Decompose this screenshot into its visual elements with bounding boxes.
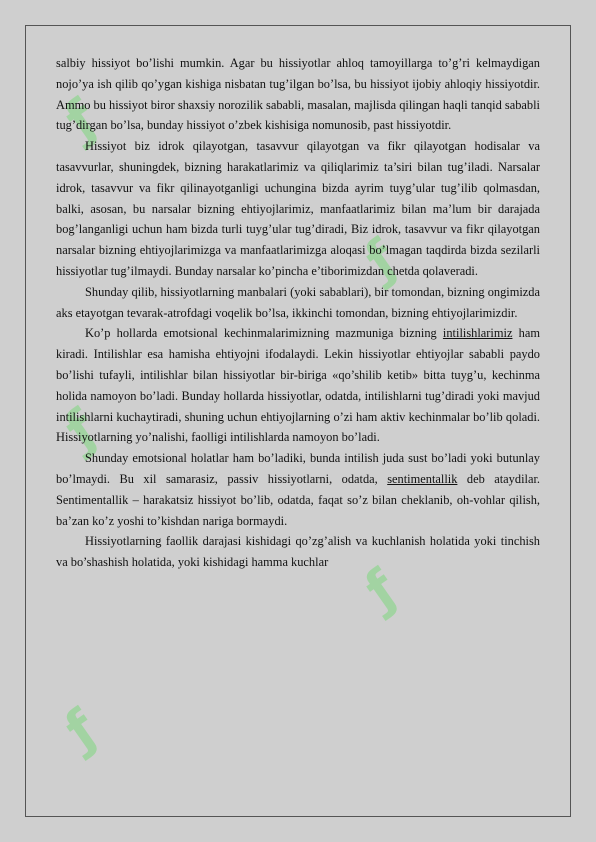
watermark-logo: ƒ [354,228,408,292]
watermark-logo: ƒ [54,88,108,152]
document-body [56,53,540,573]
paragraph [56,136,540,282]
watermark-logo: ƒ [54,398,108,462]
paragraph [56,323,540,448]
paragraph [56,53,540,136]
paragraph [56,282,540,324]
paragraph-text: ham kiradi. Intilishlar esa hamisha ehtiyojni ifodalaydi. Lekin hissiyotlar ehtiyojlar sababli paydo bo’lishi tufayli, intilishlar bilan hissiyotlar bir-biriga «qo’shilib ketib» bitta tuyg’u, kechinma holida namoyon bo’ladi. Bunday hollarda hissiyotlar, odatda, intilishlarni tug’diradi yoki mavjud intilishlarni kuchaytiradi, shuning uchun ehtiyojlarning o’zi ham aktiv kechinmalar bo’lib qoladi. Hissiyotlarning yo’nalishi, faolligi intilishlarda namoyon bo’ladi. [56,326,540,445]
paragraph-text: Shunday emotsional holatlar ham bo’ladiki, bunda intilish juda sust bo’ladi yoki butunlay bo’lmaydi. Bu xil samarasiz, passiv hissiyotlarni, odatda, [56,451,540,486]
paragraph-text: salbiy hissiyot bo’lishi mumkin. Agar bu hissiyotlar ahloq tamoyillarga to’g’ri kelmaydigan nojo’ya ish qilib qo’ygan kishiga nisbatan tug’ilgan bo’lsa, bu hissiyot ijobiy ahloqiy hissiyotdir. Ammo bu hissiyot biror shaxsiy norozilik sababli, masalan, majlisda qilingan haqli tanqid sababli tug’dirgan bo’lsa, bunday hissiyot o’zbek kishisiga nomunosib, past hissiyotdir. [56,56,540,133]
watermark-logo: ƒ [54,698,108,762]
paragraph-text: deb ataydilar. Sentimentallik – harakatsiz hissiyot bo’lib, odatda, faqat so’z bilan cheklanib, oh-vohlar qilish, ba’zan ko’z yoshi to’kishdan nariga bormaydi. [56,471,540,528]
paragraph-text: Hissiyot biz idrok qilayotgan, tasavvur qilayotgan va fikr qilayotgan hodisalar va tasavvurlar, shuningdek, bizning harakatlarimiz va qiliqlarimiz ta’siri bilan tug’iladi. Narsalar idrok, tasavvur va fikr qilinayotganligi uchungina bizda ayrim tuyg’ular tug’ilib qolmasdan, balki, asosan, bu narsalar bizning ehtiyojlarimiz, manfaatlarimiz bilan ma’lum bir darajada bog’langanligi uchun ham bizda turli tuyg’ular tug’diradi, Biz idrok, tasavvur va fikr qilayotgan narsalar bizning ehtiyojlarimizga va manfaatlarimizga aloqasi bo’lmagan taqdirda bizda sezilarli hissiyotlar tug’ilmaydi. Bunday narsalar ko’pincha e’tiborimizdan chetda qolaveradi. [56,139,540,278]
paragraph-text: Shunday qilib, hissiyotlarning manbalari (yoki sabablari), bir tomondan, bizning ongimizda aks etayotgan tevarak-atrofdagi voqelik bo’lsa, ikkinchi tomondan, bizning ehtiyojlarimizdir. [56,284,540,320]
paragraph [56,531,540,573]
paragraph [56,448,540,531]
paragraph-text: Ko’p hollarda emotsional kechinmalarimizning mazmuniga bizning [85,326,443,341]
watermark-logo: ƒ [354,558,408,622]
paragraph-text: Hissiyotlarning faollik darajasi kishidagi qo’zg’alish va kuchlanish holatida yoki tinchish va bo’shashish holatida, yoki kishidagi hamma kuchlar [56,534,540,570]
underlined-term: intilishlarimiz [442,326,513,341]
underlined-term: sentimentallik [387,471,458,486]
